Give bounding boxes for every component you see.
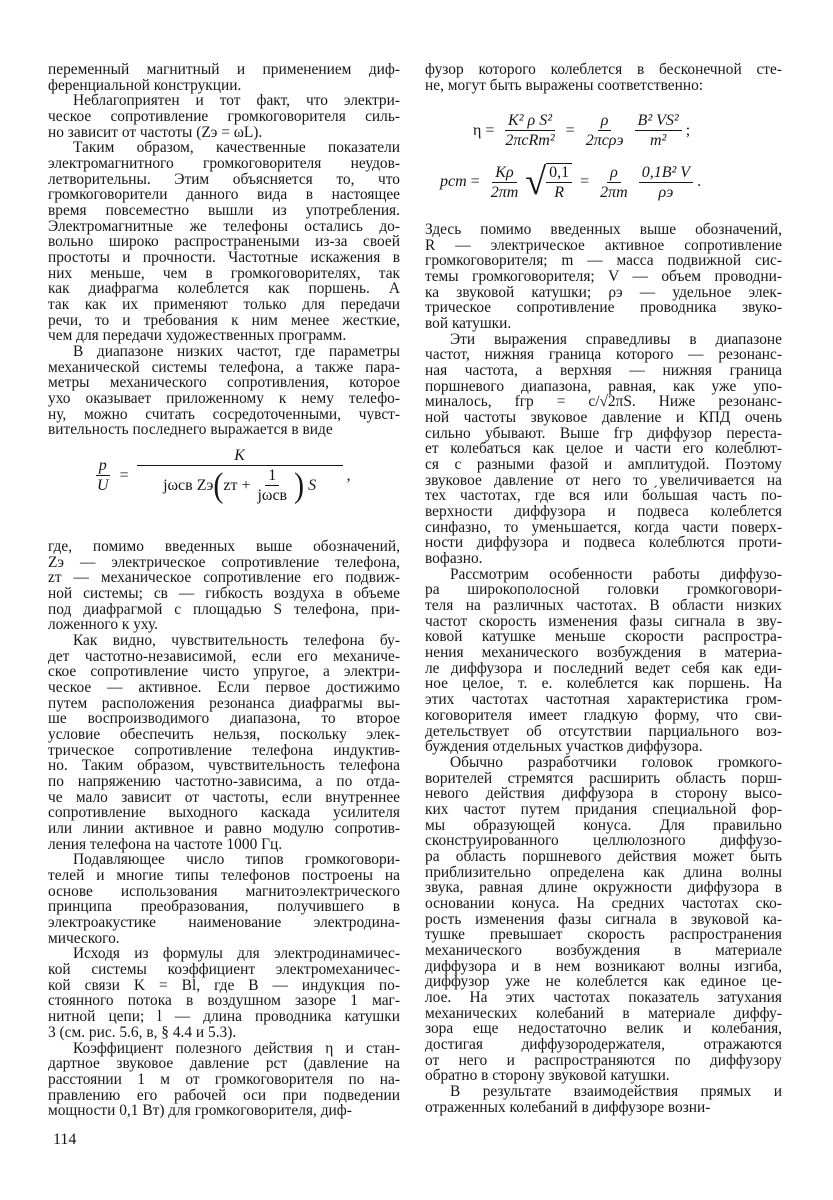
denominator: 2πm (490, 183, 519, 201)
text-line: поршневого диапазона, равная, как уже упо- (425, 377, 782, 395)
text-line: мощности 0,1 Вт) для громкоговорителя, диф- (48, 1102, 352, 1120)
text-line: механической системы телефона, а также пара- (48, 358, 400, 376)
denominator: 2πcρэ (585, 132, 624, 149)
text-line: теля на различных частотах. В области низких (425, 597, 782, 615)
text-line: зора еще недостаточно велик и колебания, (425, 1020, 782, 1038)
text-line: переменный магнитный и применением диф- (48, 61, 400, 78)
denominator: U (97, 477, 109, 494)
right-column-top-text (425, 62, 782, 93)
text-line: чем для передачи художественных программ. (48, 327, 347, 345)
text-line: дартное звуковое давление pст (давление на (48, 1055, 400, 1073)
equals-sign: = (580, 173, 590, 190)
equals-sign: = (485, 121, 495, 139)
denominator (160, 466, 319, 504)
text-line: время повсеместно вышли из употребления. (48, 202, 400, 220)
text-line: В диапазоне низких частот, где параметры (73, 343, 400, 361)
text-line: рость изменения фазы сигнала в звуковой ка- (425, 910, 782, 928)
text-line: ческое — активное. Если первое достижимо (48, 679, 400, 697)
text-line: ра область поршневого действия может быть (425, 847, 782, 865)
text-line: речи, то и требования к ним менее жесткие, (48, 311, 400, 329)
text-line: электромагнитного громкоговорителя неудов- (48, 155, 400, 173)
text-line: обратно в сторону звуковой катушки. (425, 1067, 670, 1085)
efficiency-formula (473, 112, 690, 149)
text-line: ра широкополосной головки громкоговори- (425, 581, 782, 599)
text-line: или линии активное и равно модулю сопротив- (48, 820, 400, 838)
text-line: Обычно разработчики головок громкого- (450, 753, 782, 771)
text-line: вой катушки. (425, 315, 512, 333)
text-line: лое. На этих частотах показатель затухания (425, 988, 782, 1006)
text-line: ложенного к уху. (48, 616, 159, 634)
text-line: ет колебаться как целое и части его колеблют- (425, 440, 782, 458)
formula-end: ; (685, 121, 691, 139)
paren-open: ( (213, 465, 224, 504)
text-line: по напряжению частотно-зависима, а по отда- (48, 773, 400, 791)
text-line: Здесь помимо введенных выше обозначений, (425, 221, 782, 238)
numerator: Kρ (492, 164, 516, 183)
numerator: ρ (607, 164, 621, 183)
text-line: Подавляющее число типов громкоговори- (73, 851, 400, 869)
sensitivity-formula (90, 447, 351, 504)
text-line: нитной цепи; l — длина проводника катушки (48, 1008, 400, 1026)
text-line: тех частотах, где вся или бо́льшая часть по- (425, 487, 782, 505)
numerator: 0,1B² V (639, 164, 693, 183)
text-line: простоты и прочности. Частотные искажения в (48, 249, 400, 267)
text-line: условие обеспечить нельзя, поскольку элек- (48, 726, 400, 744)
text-line: ше воспроизводимого диапазона, то второе (48, 710, 400, 728)
text-line: диффузор уже не колеблется как единое це- (425, 973, 782, 991)
numerator: K (137, 447, 343, 466)
denominator: 2πm (600, 183, 628, 201)
formula-end: . (697, 173, 702, 190)
text-line: но зависит от частоты (Zэ = ωL). (48, 123, 263, 141)
text-line: так как их применяют только для передачи (48, 296, 400, 314)
page-number: 114 (53, 1131, 77, 1148)
text-line: ну, можно считать сосредоточенными, чувст- (48, 405, 400, 423)
text-line: где, помимо введенных выше обозначений, (48, 538, 400, 555)
text-line: стоянного потока в воздушном зазоре 1 маг- (48, 992, 400, 1010)
equals-sign: = (470, 173, 480, 190)
text-line: ческое сопротивление громкоговорителя силь- (48, 108, 400, 126)
left-column-top-text (48, 62, 400, 438)
fraction-2 (583, 112, 627, 149)
text-line: путем расположения резонанса диафрагмы вы- (48, 694, 400, 712)
text-line: Рассмотрим особенности работы диффузо- (450, 565, 782, 583)
text-line: детельствует об отсутствии парциального воз- (425, 722, 782, 740)
text-line: Коэффициент полезного действия η и стан- (73, 1039, 400, 1057)
text-line: нения механического возбуждения в материа- (425, 644, 782, 662)
text-line: кой связи K = Bl, где B — индукция по- (48, 976, 400, 994)
text-line: Неблагоприятен и тот факт, что электри- (73, 92, 400, 110)
text-line: вофазно. (425, 550, 483, 568)
text-line: не, могут быть выражены соответственно: (425, 76, 704, 94)
text-line: ковой катушке меньше скорости распростра- (425, 628, 782, 646)
text-line: ка звуковой катушки; ρэ — удельное элек- (425, 283, 782, 301)
text-line: ворителей стремятся расширить область порш- (425, 769, 782, 787)
eta-symbol: η (473, 121, 482, 139)
denominator: 2πcRm² (505, 132, 555, 149)
formula-end: , (346, 466, 351, 484)
numerator: B² VS² (635, 112, 682, 131)
text-line: частот скорость изменения фазы сигнала в зву- (425, 612, 782, 630)
text-line: громкоговорителя; m — масса подвижной сис- (425, 252, 782, 270)
text-line: отраженных колебаний в диффузоре возни- (425, 1098, 711, 1116)
denominator: R (554, 184, 565, 201)
text-line: Как видно, чувствительность телефона бу- (73, 632, 400, 650)
fraction-3 (597, 164, 631, 201)
text-line: расстоянии 1 м от громкоговорителя по на- (48, 1070, 400, 1088)
text-line: но. Таким образом, чувствительность телефона (48, 757, 400, 775)
text-line: Исходя из формулы для электродинамичес- (73, 945, 400, 963)
text-line: звуковое давление от него то увеличивается на (425, 471, 782, 489)
text-line: Эти выражения справедливы в диапазоне (450, 330, 782, 348)
left-column-bottom-text (48, 539, 400, 1119)
text-line: мического. (48, 929, 120, 947)
text-line: ления телефона на частоте 1000 Гц. (48, 835, 283, 853)
text-line: коговорителя имеет гладкую форму, что сви- (425, 706, 782, 724)
right-column-bottom-text (425, 222, 782, 1115)
main-fraction (137, 447, 343, 504)
text-line: zт — механическое сопротивление его подвиж- (48, 569, 400, 587)
text-line: синфазно, то уменьшается, когда части поверх- (425, 518, 782, 536)
text-line: сильно убывают. Выше fгр диффузор переста- (425, 424, 782, 442)
text-line: трическое сопротивление проводника звуко- (425, 299, 782, 317)
text-line: ухо оказывает приложенному к нему телефо- (48, 390, 400, 408)
equals-sign: = (119, 466, 129, 484)
text-line: Zэ — электрическое сопротивление телефона, (48, 553, 400, 571)
text-line: летворительны. Этим объясняется то, что (48, 170, 400, 188)
den-zt: zт + (223, 477, 251, 494)
text-line: основании конуса. На средних частотах ско- (425, 894, 782, 912)
text-line: R — электрическое активное сопротивление (425, 236, 782, 254)
text-line: ной частоты звуковое давление и КПД очень (425, 409, 782, 427)
text-line: приблизительно определена как длина волны (425, 863, 782, 881)
text-line: ная частота, а верхняя — нижняя граница (425, 362, 782, 380)
text-line: ся с разными фазой и амплитудой. Поэтому (425, 456, 782, 474)
text-line: основе использования магнитоэлектрического (48, 882, 400, 900)
text-line: громкоговорители данного вида в настоящее (48, 186, 400, 204)
equals-sign: = (565, 121, 575, 139)
denominator: jωcв (257, 487, 288, 504)
numerator: p (96, 457, 110, 476)
text-line: телей и многие типы телефонов построены на (48, 867, 400, 885)
text-line: миналось, fгр = c/√2πS. Ниже резонанс- (425, 393, 782, 411)
text-line: Таким образом, качественные показатели (73, 139, 400, 157)
text-line: достигая диффузородержателя, отражаются (425, 1035, 782, 1053)
text-line: буждения отдельных участков диффузора. (425, 738, 703, 756)
text-line: диффузора и в нем возникают волны изгиба, (425, 957, 782, 975)
text-line: ное целое, т. е. колеблется как поршень. На (425, 675, 782, 693)
text-line: сконструированного целлюлозного диффузо- (425, 832, 782, 850)
text-line: Электромагнитные же телефоны остались до- (48, 217, 400, 235)
fraction-4 (639, 164, 693, 201)
text-line: вольно широко распространеными из-за своей (48, 233, 400, 251)
paren-close: ) (294, 465, 305, 504)
inner-fraction (254, 467, 290, 504)
text-line: ское сопротивление чисто упругое, а электри- (48, 663, 400, 681)
text-line: ле диффузора и последний ведет себя как еди- (425, 659, 782, 677)
text-line: темы громкоговорителя; V — объем проводни- (425, 268, 782, 286)
text-line: принципа преобразования, получившего в (48, 898, 400, 916)
text-line: как диафрагма колеблется как поршень. А (48, 280, 400, 298)
text-line: В результате взаимодействия прямых и (450, 1082, 782, 1100)
text-line: трическое сопротивление телефона индуктив- (48, 741, 400, 759)
text-line: этих частотах частотная характеристика гром- (425, 691, 782, 709)
text-line: метры механического сопротивления, которое (48, 374, 400, 392)
den-s: S (308, 477, 317, 494)
text-line: мы образующей конуса. Для правильно (425, 816, 782, 834)
text-line: дет частотно-независимой, если его механиче- (48, 647, 400, 665)
text-line: механического возбуждения в материале (425, 941, 782, 959)
numerator: 0,1 (546, 163, 572, 183)
text-line: тушке превышает скорость распространения (425, 926, 782, 944)
text-line: электроакустике наименование электродина- (48, 914, 400, 932)
lhs-fraction (94, 457, 112, 494)
denominator: m² (649, 132, 667, 149)
text-line: кой системы коэффициент электромеханичес- (48, 961, 400, 979)
den-part: jωcв Zэ (163, 477, 214, 494)
text-line: че мало зависит от частоты, если внутреннее (48, 788, 400, 806)
text-line: частот, нижняя граница которого — резонанс- (425, 346, 782, 364)
fraction-under-root (546, 163, 572, 201)
text-line: ференциальной конструкции. (48, 76, 242, 94)
text-line: под диафрагмой с площадью S телефона, при- (48, 600, 400, 618)
numerator: K² ρ S² (505, 112, 555, 131)
fraction-1 (502, 112, 557, 149)
fraction-1 (488, 164, 522, 201)
fraction-3 (635, 112, 682, 149)
text-line: механических колебаний в материале диффу- (425, 1004, 782, 1022)
numerator: 1 (265, 467, 279, 486)
text-line: звука, равная длине окружности диффузора в (425, 879, 782, 897)
pressure-formula (440, 163, 701, 201)
text-line: 3 (см. рис. 5.6, в, § 4.4 и 5.3). (48, 1023, 237, 1041)
text-line: фузор которого колеблется в бесконечной сте- (425, 61, 782, 78)
text-line: ности диффузора и подвеса колеблются проти- (425, 534, 782, 552)
sqrt-sign: √ (525, 161, 547, 203)
denominator: ρэ (658, 183, 674, 201)
text-line: невого действия диффузора в сторону высо- (425, 785, 782, 803)
text-line: верхности диффузора и подвеса колеблется (425, 503, 782, 521)
text-line: от него и распространяются по диффузору (425, 1051, 782, 1069)
text-line: правлению его рабочей оси при подведении (48, 1086, 400, 1104)
text-line: них меньше, чем в громкоговорителях, так (48, 264, 400, 282)
text-line: ной системы; cв — гибкость воздуха в объеме (48, 585, 400, 603)
numerator: ρ (598, 112, 612, 131)
text-line: сопротивление выходного каскада усилителя (48, 804, 400, 822)
text-line: ких частот путем придания специальной фор- (425, 800, 782, 818)
text-line: вительность последнего выражается в виде (48, 421, 333, 439)
p-st-symbol: pст (440, 173, 467, 190)
